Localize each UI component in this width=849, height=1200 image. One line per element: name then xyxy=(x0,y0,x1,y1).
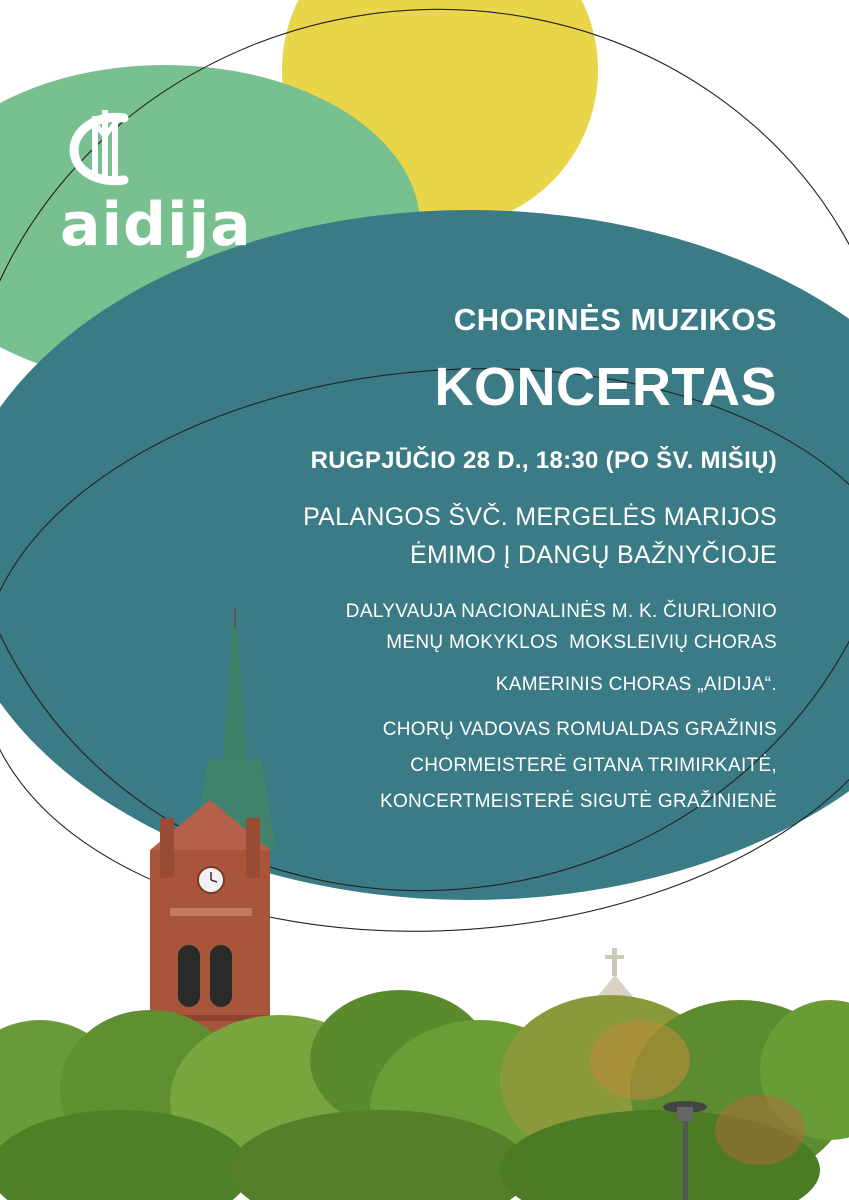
staff-line: CHORMEISTERĖ GITANA TRIMIRKAITĖ, xyxy=(410,755,777,776)
venue-line: PALANGOS ŠVČ. MERGELĖS MARIJOS xyxy=(303,503,777,531)
participants-line: MENŲ MOKYKLOS MOKSLEIVIŲ CHORAS xyxy=(386,632,777,653)
venue xyxy=(303,498,777,574)
title-line-1: CHORINĖS MUZIKOS xyxy=(453,302,777,337)
concert-date: RUGPJŪČIO 28 D., 18:30 (PO ŠV. MIŠIŲ) xyxy=(310,447,777,474)
trees xyxy=(0,990,849,1200)
staff xyxy=(380,712,777,820)
venue-line: ĖMIMO Į DANGŲ BAŽNYČIOJE xyxy=(410,541,777,569)
participants-line: DALYVAUJA NACIONALINĖS M. K. ČIURLIONIO xyxy=(345,601,777,622)
chamber-choir: KAMERINIS CHORAS „AIDIJA“. xyxy=(495,674,777,695)
choir-monogram-icon xyxy=(62,108,152,188)
staff-line: KONCERTMEISTERĖ SIGUTĖ GRAŽINIENĖ xyxy=(380,791,777,812)
logo-wordmark: aidija xyxy=(60,190,252,260)
staff-line: CHORŲ VADOVAS ROMUALDAS GRAŽINIS xyxy=(382,719,777,740)
title-line-2: KONCERTAS xyxy=(434,357,777,417)
participants xyxy=(346,596,777,658)
aidija-logo xyxy=(60,108,275,268)
